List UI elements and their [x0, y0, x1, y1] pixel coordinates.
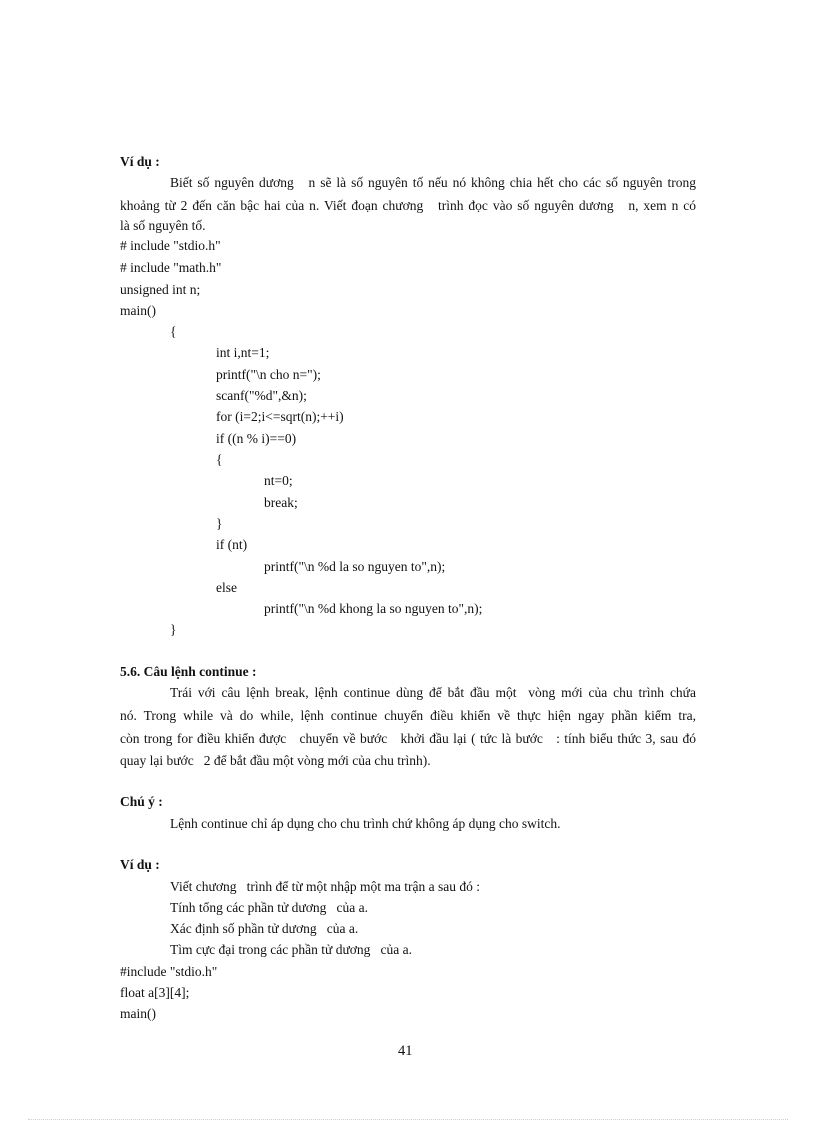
paragraph-line: còn trong for điều khiển được chuyển về bước khởi đầu lại ( tức là bước : tính biểu thức 3, sau đó: [120, 731, 696, 746]
paragraph-line: khoảng từ 2 đến căn bậc hai của n. Viết đoạn chương trình đọc vào số nguyên dương n, xem n có: [120, 198, 696, 213]
list-line: Viết chương trình để từ một nhập một ma trận a sau đó :: [170, 879, 481, 894]
code-line: if (nt): [216, 537, 248, 552]
paragraph-line: nó. Trong while và do while, lệnh continue chuyển điều khiển về thực hiện ngay phần kiểm tra,: [120, 708, 696, 723]
code-line: #include "stdio.h": [120, 964, 218, 979]
code-line: main(): [120, 1006, 156, 1021]
code-line: else: [216, 580, 237, 595]
code-line: printf("\n %d khong la so nguyen to",n);: [264, 601, 483, 616]
paragraph-line: Biết số nguyên dương n sẽ là số nguyên tố nếu nó không chia hết cho các số nguyên trong: [170, 175, 696, 190]
code-line: nt=0;: [264, 473, 293, 488]
code-line: # include "stdio.h": [120, 238, 221, 253]
paragraph-line: là số nguyên tố.: [120, 218, 206, 233]
code-line: int i,nt=1;: [216, 345, 270, 360]
code-line: unsigned int n;: [120, 282, 201, 297]
section-heading: 5.6. Câu lệnh continue :: [120, 664, 257, 679]
paragraph-line: quay lại bước 2 để bắt đầu một vòng mới của chu trình).: [120, 753, 431, 768]
list-line: Xác định số phần tử dương của a.: [170, 921, 359, 936]
note-heading: Chú ý :: [120, 794, 163, 809]
example-heading: Ví dụ :: [120, 857, 160, 872]
list-line: Tính tổng các phần tử dương của a.: [170, 900, 368, 915]
paragraph-line: Trái với câu lệnh break, lệnh continue dùng để bắt đầu một vòng mới của chu trình chứa: [170, 685, 696, 700]
code-line: if ((n % i)==0): [216, 431, 297, 446]
list-line: Tìm cực đại trong các phần tử dương của a.: [170, 942, 413, 957]
code-line: printf("\n %d la so nguyen to",n);: [264, 559, 446, 574]
code-line: scanf("%d",&n);: [216, 388, 307, 403]
code-line: printf("\n cho n=");: [216, 367, 321, 382]
note-text: Lệnh continue chỉ áp dụng cho chu trình chứ không áp dụng cho switch.: [170, 816, 561, 831]
code-line: {: [216, 452, 223, 467]
code-line: break;: [264, 495, 298, 510]
page-bottom-divider: [28, 1119, 788, 1120]
code-line: for (i=2;i<=sqrt(n);++i): [216, 409, 344, 424]
example-heading: Ví dụ :: [120, 154, 160, 169]
page-number: 41: [398, 1043, 413, 1059]
code-line: {: [170, 324, 177, 339]
code-line: }: [216, 516, 223, 531]
code-line: float a[3][4];: [120, 985, 190, 1000]
code-line: main(): [120, 303, 156, 318]
code-line: # include "math.h": [120, 260, 222, 275]
code-line: }: [170, 622, 177, 637]
